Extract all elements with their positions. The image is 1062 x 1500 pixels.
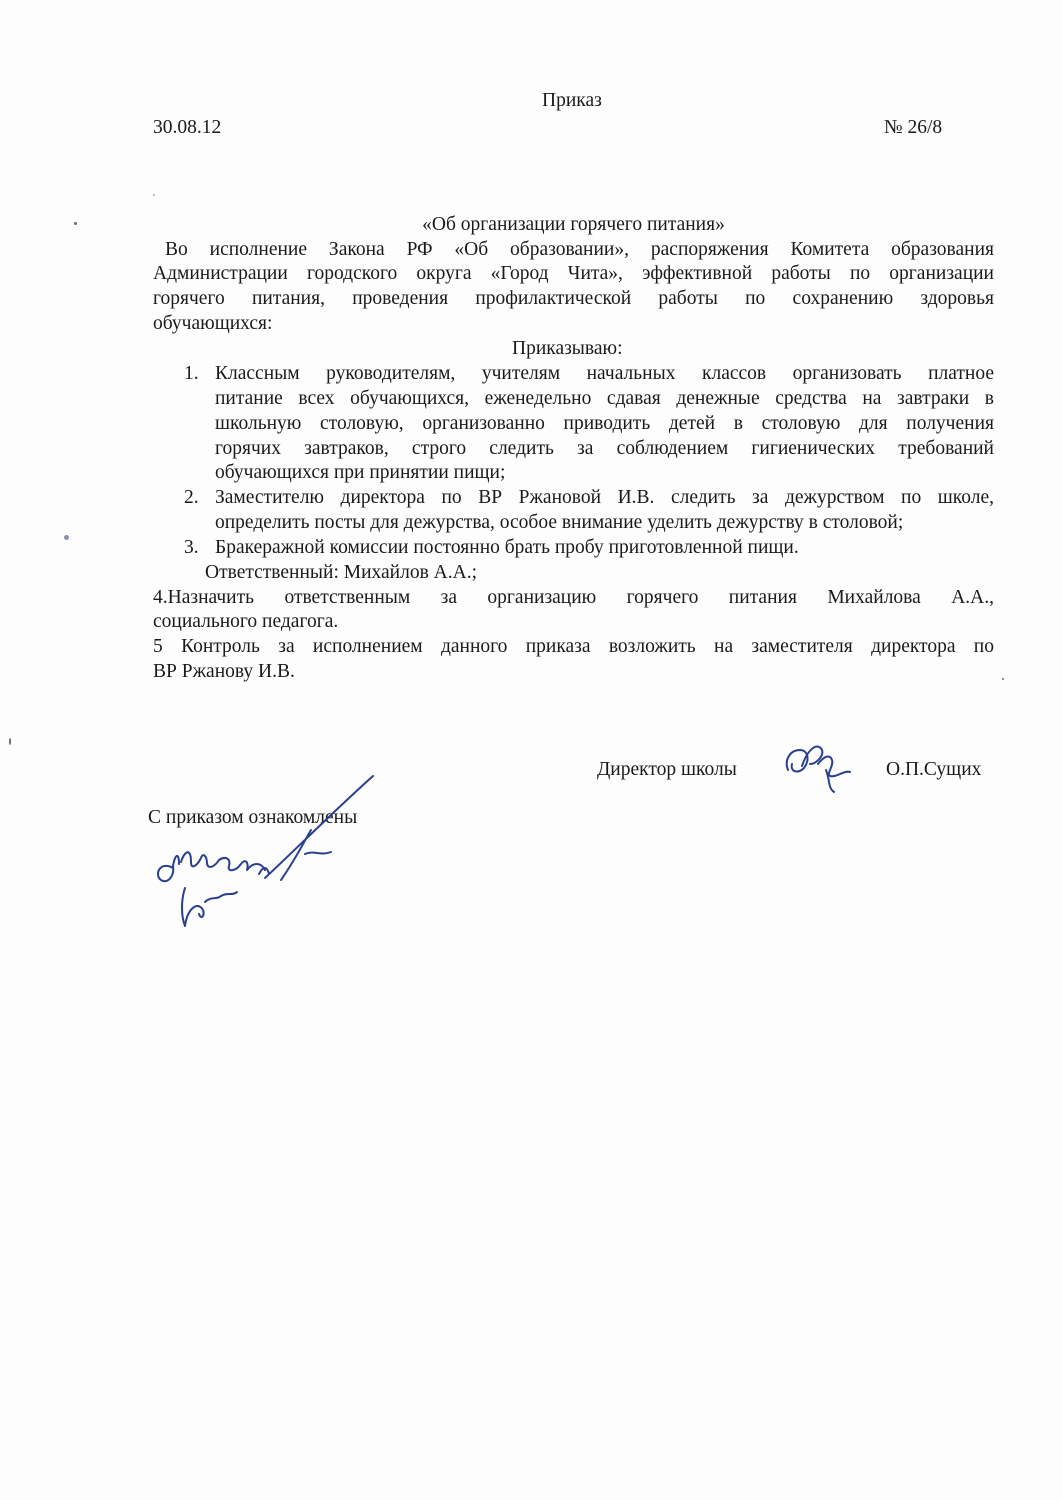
scan-speck	[153, 194, 155, 196]
document-subject: «Об организации горячего питания»	[422, 214, 725, 235]
director-name: О.П.Сущих	[886, 759, 982, 780]
list-item-number: 2.	[184, 487, 199, 508]
list-item-line: питание всех обучающихся, еженедельно сдавая денежные средства на завтраки в	[215, 388, 994, 409]
list-item-number: 3.	[184, 537, 199, 558]
scan-speck	[9, 738, 11, 745]
scan-speck	[74, 222, 77, 225]
list-item-line: обучающихся при принятии пищи;	[215, 462, 506, 483]
responsible-line: Ответственный: Михайлов А.А.;	[205, 562, 477, 583]
director-title: Директор школы	[597, 759, 737, 780]
item5-line: 5 Контроль за исполнением данного приказа возложить на заместителя директора по	[153, 636, 994, 657]
director-signature	[778, 730, 868, 800]
document-heading: Приказ	[542, 90, 602, 111]
list-item-line: определить посты для дежурства, особое внимание уделить дежурству в столовой;	[215, 512, 904, 533]
item4-line: 4.Назначить ответственным за организацию горячего питания Михайлова А.А.,	[153, 587, 994, 608]
preamble-line: обучающихся:	[153, 313, 273, 334]
item5-line: ВР Ржанову И.В.	[153, 661, 295, 682]
list-item-number: 1.	[184, 363, 199, 384]
scan-speck	[64, 535, 69, 540]
document-date: 30.08.12	[153, 117, 222, 138]
list-item-line: Бракеражной комиссии постоянно брать пробу приготовленной пищи.	[215, 537, 799, 558]
list-item-line: Классным руководителям, учителям начальных классов организовать платное	[215, 363, 994, 384]
scan-speck	[1002, 678, 1004, 680]
order-word: Приказываю:	[512, 338, 623, 359]
acknowledged-label: С приказом ознакомлены	[148, 807, 358, 828]
acknowledgement-signatures	[145, 770, 385, 960]
document-number: № 26/8	[884, 117, 943, 138]
preamble-line: Во исполнение Закона РФ «Об образовании», распоряжения Комитета образования	[165, 239, 994, 260]
preamble-line: горячего питания, проведения профилактической работы по сохранению здоровья	[153, 288, 994, 309]
preamble-line: Администрации городского округа «Город Чита», эффективной работы по организации	[153, 263, 994, 284]
list-item-line: Заместителю директора по ВР Ржановой И.В. следить за дежурством по школе,	[215, 487, 994, 508]
item4-line: социального педагога.	[153, 611, 339, 632]
list-item-line: школьную столовую, организованно приводить детей в столовую для получения	[215, 413, 994, 434]
list-item-line: горячих завтраков, строго следить за соблюдением гигиенических требований	[215, 438, 994, 459]
